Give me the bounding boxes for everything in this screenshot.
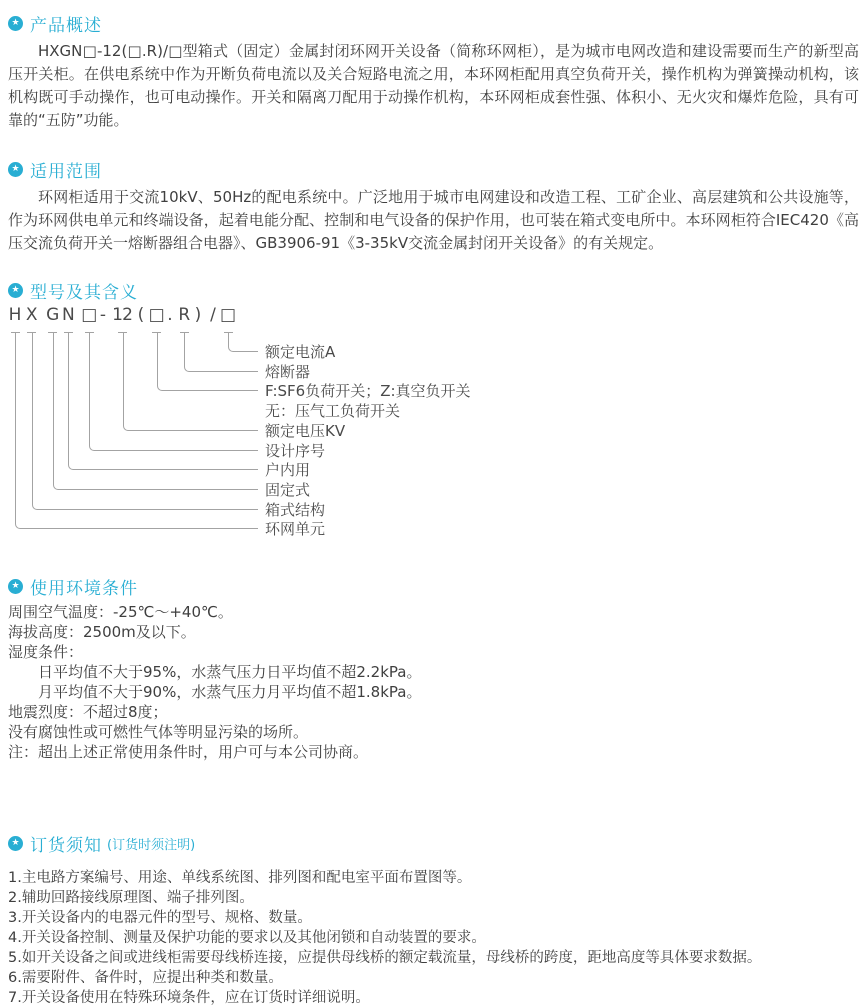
ordering-notes-list (8, 868, 859, 1008)
section-title-ordering (8, 832, 859, 854)
section-title-overview (8, 12, 859, 34)
model-code-char: ( (137, 305, 145, 325)
model-code-char: . (167, 305, 173, 325)
model-code-label: 环网单元 (265, 520, 326, 539)
section-title-model (8, 279, 859, 301)
model-code-char: 2 (122, 305, 133, 325)
environment-conditions-list (8, 602, 859, 762)
model-code-char: R (178, 305, 191, 325)
ordering-title: 订货须知 (30, 835, 102, 856)
ordering-note-line: 4.开关设备控制、测量及保护功能的要求以及其他闭锁和自动装置的要求。 (8, 930, 486, 946)
connector-line (15, 332, 258, 529)
model-code-char: □ (81, 305, 98, 325)
overview-title: 产品概述 (30, 15, 102, 36)
model-code-label: F:SF6负荷开关；Z:真空负开关 (265, 382, 471, 401)
environment-condition-line: 没有腐蚀性或可燃性气体等明显污染的场所。 (8, 723, 309, 741)
ordering-note-line: 3.开关设备内的电器元件的型号、规格、数量。 (8, 910, 312, 926)
star-badge-icon: ★ (8, 579, 23, 594)
star-badge-icon: ★ (8, 162, 23, 177)
model-code-label: 额定电流A (265, 343, 336, 361)
section-title-environment (8, 575, 859, 597)
ordering-note-line: 2.辅助回路接线原理图、端子排列图。 (8, 890, 254, 906)
model-code-label: 额定电压KV (265, 421, 346, 440)
star-badge-icon: ★ (8, 16, 23, 31)
model-code-label: 箱式结构 (265, 500, 326, 519)
star-badge-icon: ★ (8, 283, 23, 298)
environment-condition-line: 地震烈度：不超过8度； (8, 703, 168, 721)
overview-body: HXGN□-12(□.R)/□型箱式（固定）金属封闭环网开关设备（简称环网柜），是为城市电网改造和建设需要而生产的新型高压开关柜。在供电系统中作为开断负荷电流以及关合短路电流之用，本环网柜配用真空负荷开关，操作机构为弹簧操动机构，该机构既可手动操作，也可电动操作。开关和隔离刀配用于动操作机构，本环网柜成套性强、体积小、无火灾和爆炸危险，具有可靠的“五防”功能。 (8, 42, 859, 129)
model-code-char: G (46, 305, 60, 325)
model-code-char: □ (219, 305, 237, 325)
model-code-label: 无：压气工负荷开关 (265, 402, 401, 421)
ordering-subtitle: (订货时须注明) (107, 837, 196, 853)
model-code-diagram (8, 305, 859, 539)
environment-condition-line: 日平均值不大于95%，水蒸气压力日平均值不超2.2kPa。 (38, 663, 422, 681)
environment-condition-line: 注：超出上述正常使用条件时，用户可与本公司协商。 (8, 743, 369, 761)
ordering-note-line: 7.开关设备使用在特殊环境条件，应在订货时详细说明。 (8, 990, 370, 1006)
model-code-char: H (8, 305, 22, 325)
model-code-char: / (210, 305, 216, 325)
model-code-char: ) (194, 305, 202, 325)
model-code-char: 1 (112, 305, 123, 325)
environment-title: 使用环境条件 (30, 578, 138, 599)
scope-body: 环网柜适用于交流10kV、50Hz的配电系统中。广泛地用于城市电网建设和改造工程、工矿企业、高层建筑和公共设施等，作为环网供电单元和终端设备，起着电能分配、控制和电气设备的保护作用，也可装在箱式变电所中。本环网柜符合IEC420《高压交流负荷开关一熔断器组合电器》、GB3906-91《3-35kV交流金属封闭开关设备》的有关规定。 (8, 188, 859, 252)
ordering-note-line: 1.主电路方案编号、用途、单线系统图、排列图和配电室平面布置图等。 (8, 870, 472, 886)
environment-condition-line: 湿度条件： (8, 643, 84, 661)
environment-condition-line: 海拔高度：2500m及以下。 (8, 623, 196, 641)
environment-condition-line: 周围空气温度：-25℃～+40℃。 (8, 603, 233, 621)
model-code-char: - (99, 305, 107, 325)
scope-title: 适用范围 (30, 161, 102, 182)
model-code-char: N (61, 305, 75, 325)
model-code-label: 设计序号 (265, 441, 326, 460)
model-code-label: 熔断器 (265, 362, 311, 381)
model-code-char: X (25, 305, 38, 325)
section-title-scope (8, 158, 859, 180)
model-title: 型号及其含义 (30, 282, 138, 303)
model-code-label: 户内用 (265, 461, 311, 480)
ordering-note-line: 6.需要附件、备件时，应提出种类和数量。 (8, 970, 283, 986)
model-code-char: □ (148, 305, 165, 325)
environment-condition-line: 月平均值不大于90%，水蒸气压力月平均值不超1.8kPa。 (38, 683, 422, 701)
star-badge-icon: ★ (8, 836, 23, 851)
ordering-note-line: 5.如开关设备之间或进线柜需要母线桥连接，应提供母线桥的额定载流量，母线桥的跨度，距地高度等具体要求数据。 (8, 950, 762, 966)
model-code-label: 固定式 (265, 480, 311, 499)
